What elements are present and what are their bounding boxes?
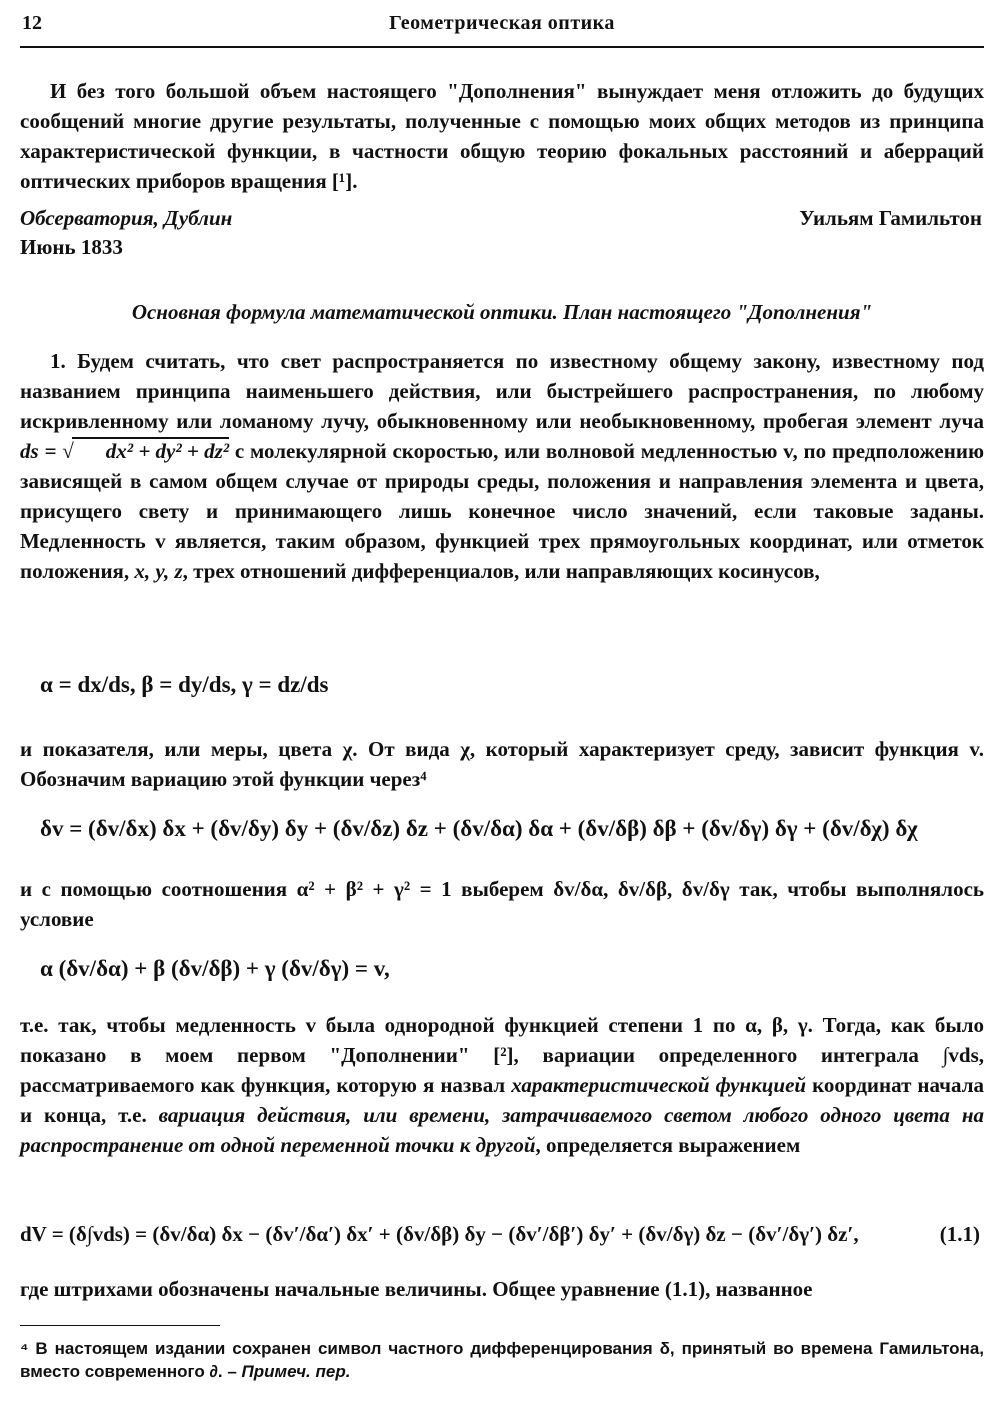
paragraph-2: и показателя, или меры, цвета χ. От вида χ, который характеризует среду, зависит функция v. Обозначим вариацию этой функции через⁴ (20, 737, 984, 791)
paragraph-1 (20, 346, 984, 586)
intro-paragraph: И без того большой объем настоящего "Дополнения" вынуждает меня отложить до будущих сообщений многие другие результаты, полученные с помощью моих общих методов из принципа характеристической функции, в частности общую теорию фокальных расстояний и аберраций оптических приборов вращения [¹]. (20, 79, 984, 193)
paragraph-number: 1. (50, 349, 66, 373)
p4-text-b: координат начала и конца, т.е. (20, 1073, 984, 1127)
equation-condition: α (δv/δα) + β (δv/δβ) + γ (δv/δγ) = v, (40, 956, 390, 981)
paragraph-5: где штрихами обозначены начальные величины. Общее уравнение (1.1), названное (20, 1277, 813, 1301)
signature-place: Обсерватория, Дублин (20, 206, 233, 230)
p4-italic-b: вариация действия, или времени, затрачиваемого светом любого одного цвета на распространение от одной переменной точки к другой (20, 1103, 984, 1157)
p4-text-c: , определяется выражением (535, 1133, 801, 1157)
running-header (20, 12, 984, 38)
p1-text-c: , трех отношений дифференциалов, или направляющих косинусов, (182, 559, 820, 583)
p1-text-b: с молекулярной скоростью, или волновой медленностью v, по предположению зависящей в самом общем случае от природы среды, положения и направления элемента и цвета, присущего свету и принимающего лишь конечное число значений, если таковые заданы. Медленность v является, таким образом, функцией трех прямоугольных координат, или отметок положения, (20, 439, 984, 583)
sqrt-sign: √ (62, 439, 74, 463)
eq-cosines-text: α = dx/ds, β = dy/ds, γ = dz/ds (40, 672, 329, 697)
footnote-mark: ⁴ (20, 1339, 29, 1358)
p4-text-a: т.е. так, чтобы медленность v была однородной функцией степени 1 по α, β, γ. Тогда, как было показано в моем первом "Дополнении" [²], вариации определенного интеграла ∫vds, рассматриваемого как функция, которую я назвал (20, 1013, 984, 1097)
equation-number: (1.1) (939, 1222, 980, 1246)
section-title: Основная формула математической оптики. План настоящего "Дополнения" (131, 300, 873, 324)
paragraph-3: и с помощью соотношения α² + β² + γ² = 1 выберем δv/δα, δv/δβ, δv/δγ так, чтобы выполнялось условие (20, 877, 984, 931)
paragraph-4 (20, 1010, 984, 1160)
equation-main: dV = (δ∫vds) = (δv/δα) δx − (δv′/δα′) δx′ + (δv/δβ) δy − (δv′/δβ′) δy′ + (δv/δγ) δz − (δv′/δγ′) δz′, (20, 1222, 859, 1246)
equation-cosines (40, 658, 1004, 698)
footnote (20, 1337, 984, 1383)
page-number: 12 (22, 12, 42, 34)
document-page (20, 0, 984, 1404)
xyz-coordinates: x, y, z (134, 559, 183, 583)
p1-text-a: Будем считать, что свет распространяется по известному общему закону, известному под названием принципа наименьшего действия, или быстрейшего распространения, по любому искривленному или ломаному лучу, обыкновенному или необыкновенному, пробегая элемент луча (20, 349, 984, 433)
footnote-text: В настоящем издании сохранен символ частного дифференцирования δ, принятый во времена Гамильтона, вместо современного ∂. – (20, 1339, 984, 1381)
running-title: Геометрическая оптика (389, 12, 615, 34)
signature-date: Июнь 1833 (20, 235, 123, 259)
footnote-note: Примеч. пер. (241, 1362, 351, 1381)
p4-italic-a: характеристической функцией (511, 1073, 807, 1097)
sqrt-expression: dx² + dy² + dz² (72, 437, 229, 463)
equation-variation: δv = (δv/δx) δx + (δv/δy) δy + (δv/δz) δz + (δv/δα) δα + (δv/δβ) δβ + (δv/δγ) δγ + (δv/δχ) δχ (40, 816, 918, 841)
ds-expression: ds = (20, 439, 63, 463)
footnote-rule (20, 1325, 220, 1326)
signature-author: Уильям Гамильтон (799, 206, 982, 230)
header-rule (20, 46, 984, 48)
